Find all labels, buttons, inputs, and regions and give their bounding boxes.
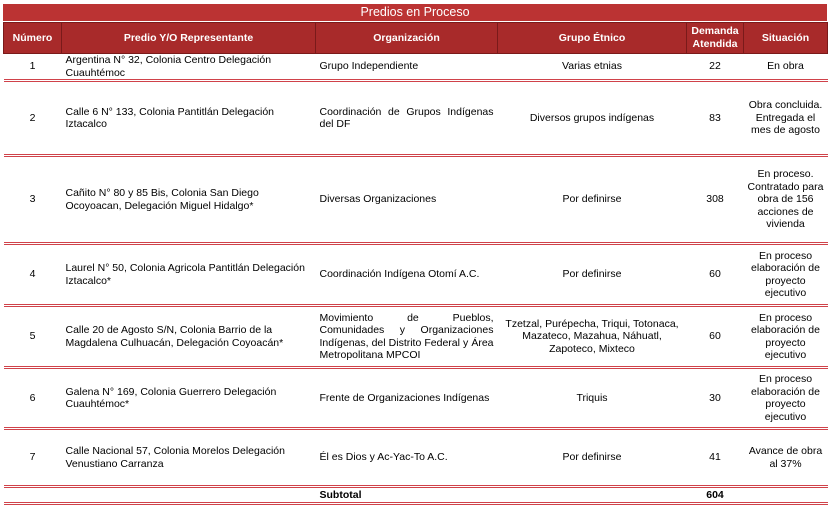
cell-numero[interactable]: 2 — [4, 81, 62, 156]
cell-numero[interactable]: 3 — [4, 156, 62, 244]
cell-demanda[interactable]: 60 — [687, 244, 744, 306]
table-row[interactable] — [4, 429, 828, 487]
cell-organizacion[interactable]: Frente de Organizaciones Indígenas — [316, 368, 498, 429]
cell-empty[interactable] — [744, 487, 828, 504]
cell-predio[interactable]: Laurel N° 50, Colonia Agricola Pantitlán Delegación Iztacalco* — [62, 244, 316, 306]
cell-grupo[interactable]: Varias etnias — [498, 54, 687, 81]
table-row[interactable] — [4, 306, 828, 368]
subtotal-label[interactable]: Subtotal — [316, 487, 498, 504]
cell-numero[interactable]: 4 — [4, 244, 62, 306]
cell-situacion[interactable]: Avance de obra al 37% — [744, 429, 828, 487]
table-row[interactable] — [4, 368, 828, 429]
cell-predio[interactable]: Calle 20 de Agosto S/N, Colonia Barrio de la Magdalena Culhuacán, Delegación Coyoacán* — [62, 306, 316, 368]
cell-situacion[interactable]: Obra concluida. Entregada el mes de agosto — [744, 81, 828, 156]
header-predio[interactable]: Predio Y/O Representante — [62, 23, 316, 54]
cell-grupo[interactable]: Por definirse — [498, 156, 687, 244]
cell-grupo[interactable]: Tzetzal, Purépecha, Triqui, Totonaca, Mazateco, Mazahua, Náhuatl, Zapoteco, Mixteco — [498, 306, 687, 368]
predios-table — [3, 22, 828, 505]
cell-demanda[interactable]: 308 — [687, 156, 744, 244]
cell-demanda[interactable]: 30 — [687, 368, 744, 429]
cell-organizacion[interactable]: Él es Dios y Ac-Yac-To A.C. — [316, 429, 498, 487]
cell-organizacion[interactable]: Grupo Independiente — [316, 54, 498, 81]
cell-organizacion[interactable]: Diversas Organizaciones — [316, 156, 498, 244]
cell-numero[interactable]: 5 — [4, 306, 62, 368]
cell-situacion[interactable]: En proceso elaboración de proyecto ejecutivo — [744, 244, 828, 306]
cell-predio[interactable]: Galena N° 169, Colonia Guerrero Delegación Cuauhtémoc* — [62, 368, 316, 429]
header-row — [4, 23, 828, 54]
cell-grupo[interactable]: Triquis — [498, 368, 687, 429]
header-organizacion[interactable]: Organización — [316, 23, 498, 54]
cell-predio[interactable]: Cañito N° 80 y 85 Bis, Colonia San Diego Ocoyoacan, Delegación Miguel Hidalgo* — [62, 156, 316, 244]
cell-organizacion[interactable]: Coordinación de Grupos Indígenas del DF — [316, 81, 498, 156]
cell-situacion[interactable]: En obra — [744, 54, 828, 81]
header-grupo-etnico[interactable]: Grupo Étnico — [498, 23, 687, 54]
cell-demanda[interactable]: 60 — [687, 306, 744, 368]
cell-situacion[interactable]: En proceso elaboración de proyecto ejecutivo — [744, 306, 828, 368]
header-situacion[interactable]: Situación — [744, 23, 828, 54]
table-row[interactable] — [4, 244, 828, 306]
cell-situacion[interactable]: En proceso elaboración de proyecto ejecutivo — [744, 368, 828, 429]
cell-numero[interactable]: 7 — [4, 429, 62, 487]
table-row[interactable] — [4, 81, 828, 156]
cell-organizacion[interactable]: Movimiento de Pueblos, Comunidades y Organizaciones Indígenas, del Distrito Federal y Área Metropolitana MPCOI — [316, 306, 498, 368]
cell-demanda[interactable]: 22 — [687, 54, 744, 81]
subtotal-row[interactable] — [4, 487, 828, 504]
cell-grupo[interactable]: Por definirse — [498, 244, 687, 306]
cell-numero[interactable]: 1 — [4, 54, 62, 81]
cell-empty[interactable] — [4, 487, 62, 504]
cell-predio[interactable]: Argentina N° 32, Colonia Centro Delegación Cuauhtémoc — [62, 54, 316, 81]
subtotal-value[interactable]: 604 — [687, 487, 744, 504]
table-row[interactable] — [4, 54, 828, 81]
cell-demanda[interactable]: 83 — [687, 81, 744, 156]
table-row[interactable] — [4, 156, 828, 244]
header-numero[interactable]: Número — [4, 23, 62, 54]
cell-grupo[interactable]: Por definirse — [498, 429, 687, 487]
cell-situacion[interactable]: En proceso. Contratado para obra de 156 acciones de vivienda — [744, 156, 828, 244]
cell-empty[interactable] — [62, 487, 316, 504]
cell-numero[interactable]: 6 — [4, 368, 62, 429]
table-title: Predios en Proceso — [3, 4, 827, 21]
header-demanda[interactable]: Demanda Atendida — [687, 23, 744, 54]
cell-predio[interactable]: Calle 6 N° 133, Colonia Pantitlán Delegación Iztacalco — [62, 81, 316, 156]
cell-predio[interactable]: Calle Nacional 57, Colonia Morelos Delegación Venustiano Carranza — [62, 429, 316, 487]
cell-organizacion[interactable]: Coordinación Indígena Otomí A.C. — [316, 244, 498, 306]
cell-empty[interactable] — [498, 487, 687, 504]
cell-grupo[interactable]: Diversos grupos indígenas — [498, 81, 687, 156]
cell-demanda[interactable]: 41 — [687, 429, 744, 487]
